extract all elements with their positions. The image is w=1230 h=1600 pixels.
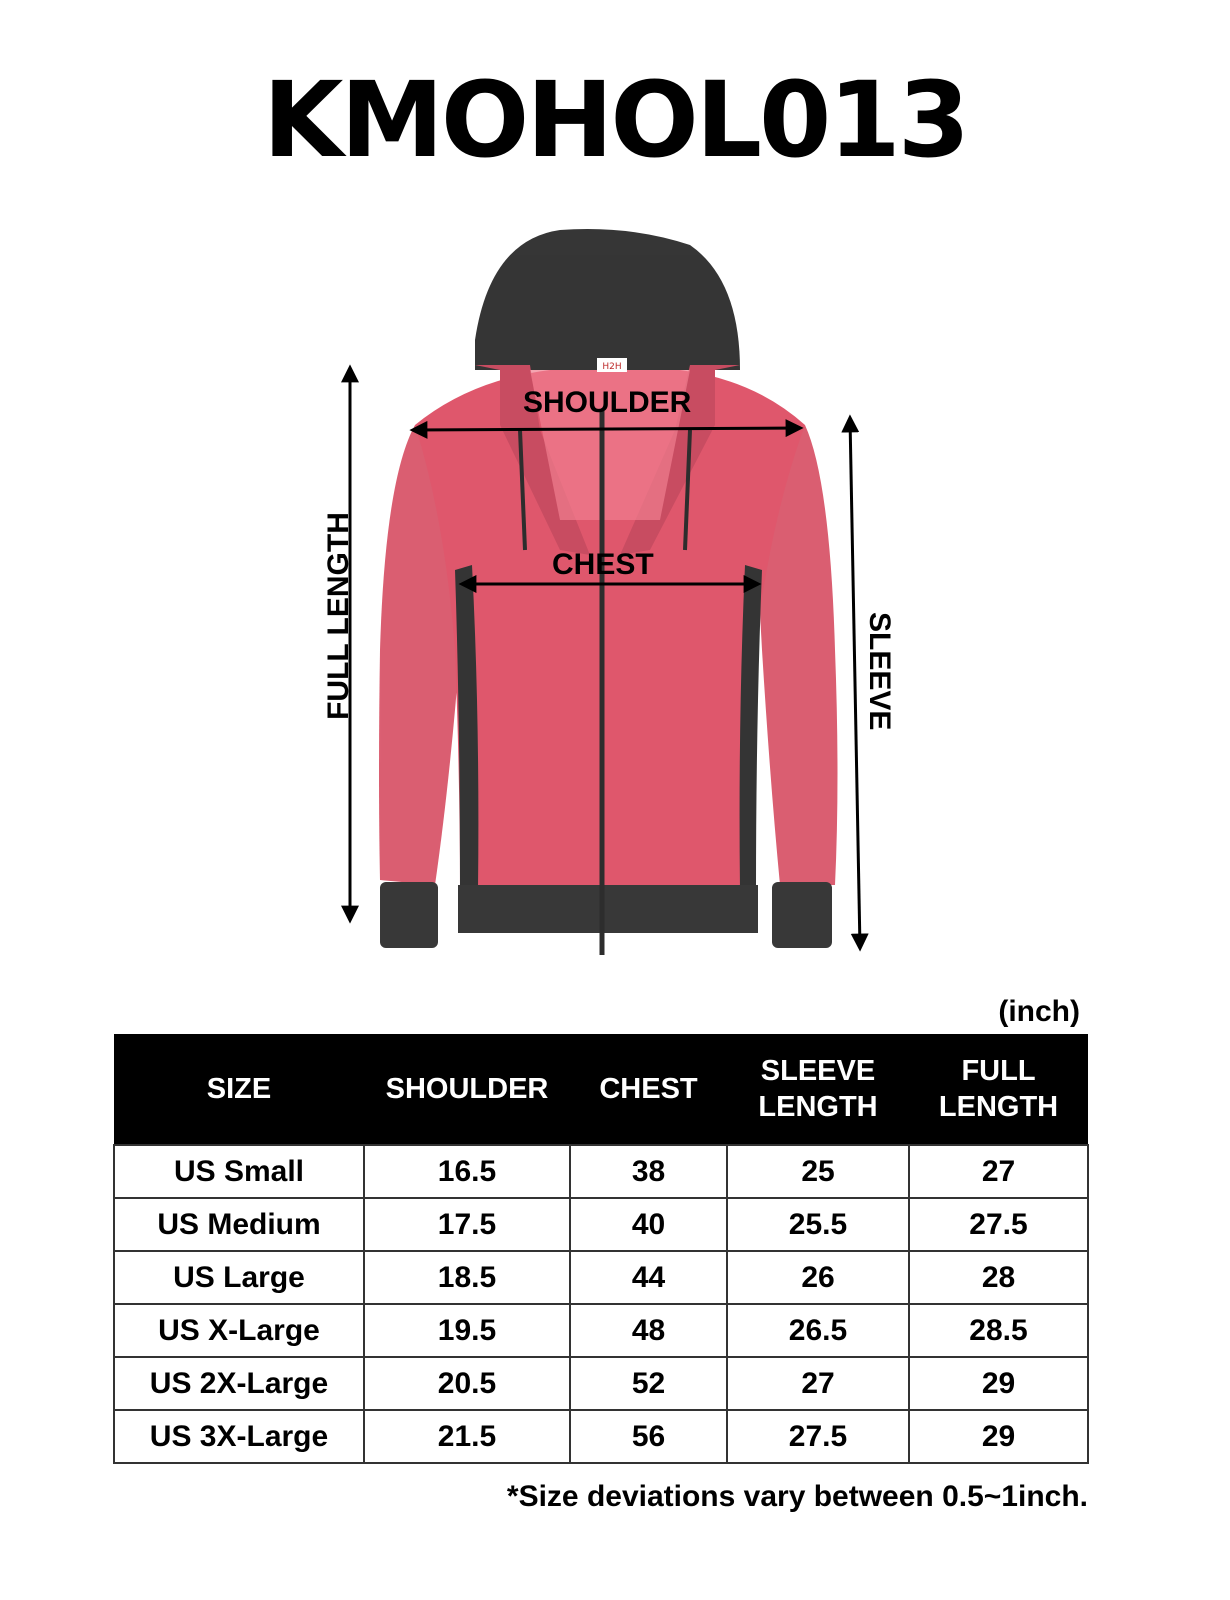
brand-tag: H2H	[602, 362, 622, 372]
product-code-title: KMOHOL013	[262, 59, 968, 181]
sleeve-cell: 25.5	[727, 1198, 909, 1251]
sleeve-cell: 27	[727, 1357, 909, 1410]
shoulder-cell: 21.5	[364, 1410, 570, 1463]
size-cell: US 2X-Large	[114, 1357, 364, 1410]
sleeve-cell: 26.5	[727, 1304, 909, 1357]
size-cell: US X-Large	[114, 1304, 364, 1357]
full-length-cell: 27.5	[909, 1198, 1088, 1251]
chest-cell: 38	[570, 1145, 727, 1198]
chest-cell: 44	[570, 1251, 727, 1304]
size-cell: US Medium	[114, 1198, 364, 1251]
table-row	[114, 1145, 1088, 1198]
size-cell: US Small	[114, 1145, 364, 1198]
unit-note: (inch)	[998, 995, 1080, 1028]
size-chart-table	[113, 1034, 1089, 1464]
full-length-cell: 29	[909, 1410, 1088, 1463]
table-row	[114, 1410, 1088, 1463]
header-size: SIZE	[114, 1034, 364, 1145]
table-row	[114, 1198, 1088, 1251]
shoulder-cell: 18.5	[364, 1251, 570, 1304]
full-length-label: FULL LENGTH	[322, 512, 355, 720]
header-chest: CHEST	[570, 1034, 727, 1145]
size-cell: US Large	[114, 1251, 364, 1304]
size-deviation-note: *Size deviations vary between 0.5~1inch.	[506, 1480, 1088, 1513]
full-length-cell: 27	[909, 1145, 1088, 1198]
header-sleeve-length: SLEEVE LENGTH	[727, 1034, 909, 1145]
chest-cell: 56	[570, 1410, 727, 1463]
jacket-illustration	[300, 220, 940, 980]
table-row	[114, 1304, 1088, 1357]
shoulder-arrow	[413, 428, 800, 430]
full-length-cell: 29	[909, 1357, 1088, 1410]
hem-band	[458, 885, 758, 933]
chest-cell: 48	[570, 1304, 727, 1357]
table-header-row	[114, 1034, 1088, 1145]
shoulder-cell: 16.5	[364, 1145, 570, 1198]
table-row	[114, 1251, 1088, 1304]
full-length-cell: 28.5	[909, 1304, 1088, 1357]
shoulder-cell: 19.5	[364, 1304, 570, 1357]
sleeve-cell: 25	[727, 1145, 909, 1198]
shoulder-label: SHOULDER	[523, 386, 692, 419]
shoulder-cell: 20.5	[364, 1357, 570, 1410]
sleeve-arrow	[850, 418, 860, 948]
table-row	[114, 1357, 1088, 1410]
chest-cell: 52	[570, 1357, 727, 1410]
chest-label: CHEST	[552, 548, 654, 581]
size-cell: US 3X-Large	[114, 1410, 364, 1463]
jacket-measurement-diagram	[300, 220, 940, 980]
left-cuff	[380, 882, 438, 948]
chest-cell: 40	[570, 1198, 727, 1251]
header-shoulder: SHOULDER	[364, 1034, 570, 1145]
full-length-cell: 28	[909, 1251, 1088, 1304]
hood	[475, 229, 740, 370]
sleeve-cell: 26	[727, 1251, 909, 1304]
right-cuff	[772, 882, 832, 948]
header-full-length: FULL LENGTH	[909, 1034, 1088, 1145]
sleeve-cell: 27.5	[727, 1410, 909, 1463]
sleeve-label: SLEEVE	[863, 612, 896, 731]
shoulder-cell: 17.5	[364, 1198, 570, 1251]
